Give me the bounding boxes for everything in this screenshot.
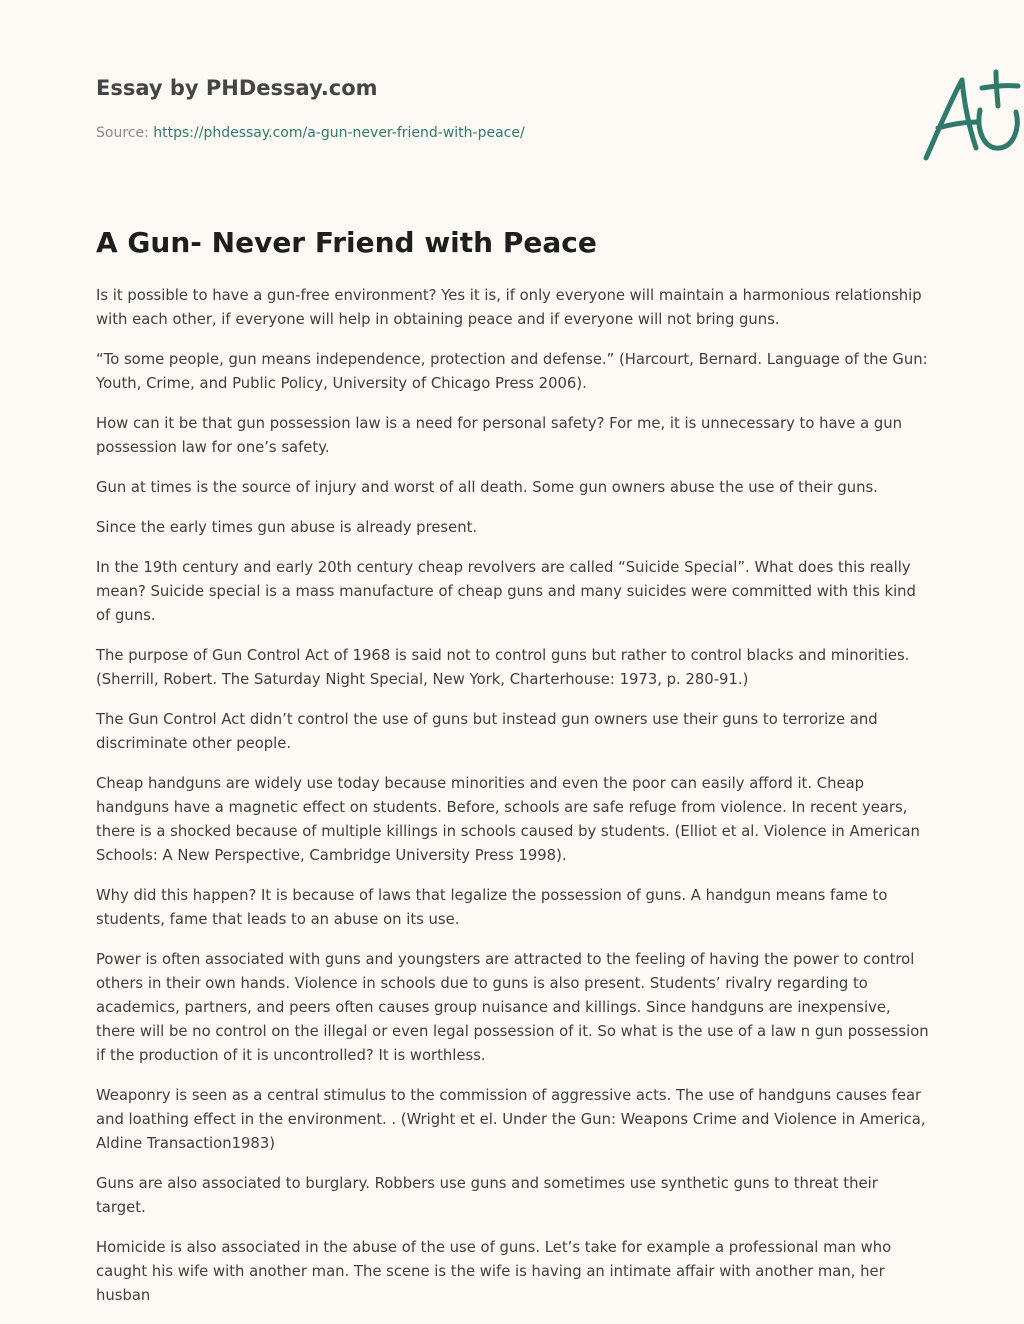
- essay-paragraph: Since the early times gun abuse is already present.: [96, 519, 478, 536]
- essay-paragraph: Gun at times is the source of injury and worst of all death. Some gun owners abuse the use of their guns.: [96, 479, 878, 496]
- essay-title: A Gun- Never Friend with Peace: [96, 226, 597, 259]
- essay-paragraph: Why did this happen? It is because of laws that legalize the possession of guns. A handgun means fame to students, fame that leads to an abuse on its use.: [96, 887, 888, 928]
- source-line: [96, 125, 525, 141]
- source-link[interactable]: https://phdessay.com/a-gun-never-friend-with-peace/: [153, 125, 525, 141]
- essay-paragraph: The Gun Control Act didn’t control the use of guns but instead gun owners use their guns to terrorize and discriminate other people.: [96, 711, 878, 752]
- essay-paragraph: Power is often associated with guns and youngsters are attracted to the feeling of having the power to control others in their own hands. Violence in schools due to guns is also present. Students’ rivalry regarding to academics, partners, and peers often causes group nuisance and killings. Since handguns are inexpensive, there will be no control on the illegal or even legal possession of it. So what is the use of a law n gun possession if the production of it is uncontrolled? It is worthless.: [96, 951, 929, 1064]
- essay-paragraph: In the 19th century and early 20th century cheap revolvers are called “Suicide Special”. What does this really mean? Suicide special is a mass manufacture of cheap guns and many suicides were committed with this kind of guns.: [96, 559, 916, 624]
- essay-paragraph: Homicide is also associated in the abuse of the use of guns. Let’s take for example a professional man who caught his wife with another man. The scene is the wife is having an intimate affair with another man, her husban: [96, 1239, 892, 1304]
- essay-paragraph: “To some people, gun means independence, protection and defense.” (Harcourt, Bernard. Language of the Gun: Youth, Crime, and Public Policy, University of Chicago Press 2006).: [96, 351, 928, 392]
- source-label: Source:: [96, 125, 149, 141]
- site-title: Essay by PHDessay.com: [96, 76, 378, 100]
- essay-paragraph: Guns are also associated to burglary. Robbers use guns and sometimes use synthetic guns to threat their target.: [96, 1175, 878, 1216]
- essay-paragraph: Weaponry is seen as a central stimulus to the commission of aggressive acts. The use of handguns causes fear and loathing effect in the environment. . (Wright et el. Under the Gun: Weapons Crime and Violence in America, Aldine Transaction1983): [96, 1087, 926, 1152]
- essay-paragraph: Cheap handguns are widely use today because minorities and even the poor can easily afford it. Cheap handguns have a magnetic effect on students. Before, schools are safe refuge from violence. In recent years, there is a shocked because of multiple killings in schools caused by students. (Elliot et al. Violence in American Schools: A New Perspective, Cambridge University Press 1998).: [96, 775, 920, 864]
- essay-body: [96, 284, 932, 1324]
- essay-paragraph: How can it be that gun possession law is a need for personal safety? For me, it is unnecessary to have a gun possession law for one’s safety.: [96, 415, 903, 456]
- essay-paragraph: The purpose of Gun Control Act of 1968 is said not to control guns but rather to control blacks and minorities. (Sherrill, Robert. The Saturday Night Special, New York, Charterhouse: 1973, p. 280-91.): [96, 647, 910, 688]
- essay-paragraph: Is it possible to have a gun-free environment? Yes it is, if only everyone will maintain a harmonious relationship with each other, if everyone will help in obtaining peace and if everyone will not bring guns.: [96, 287, 922, 328]
- a-plus-logo-icon: [918, 66, 1024, 164]
